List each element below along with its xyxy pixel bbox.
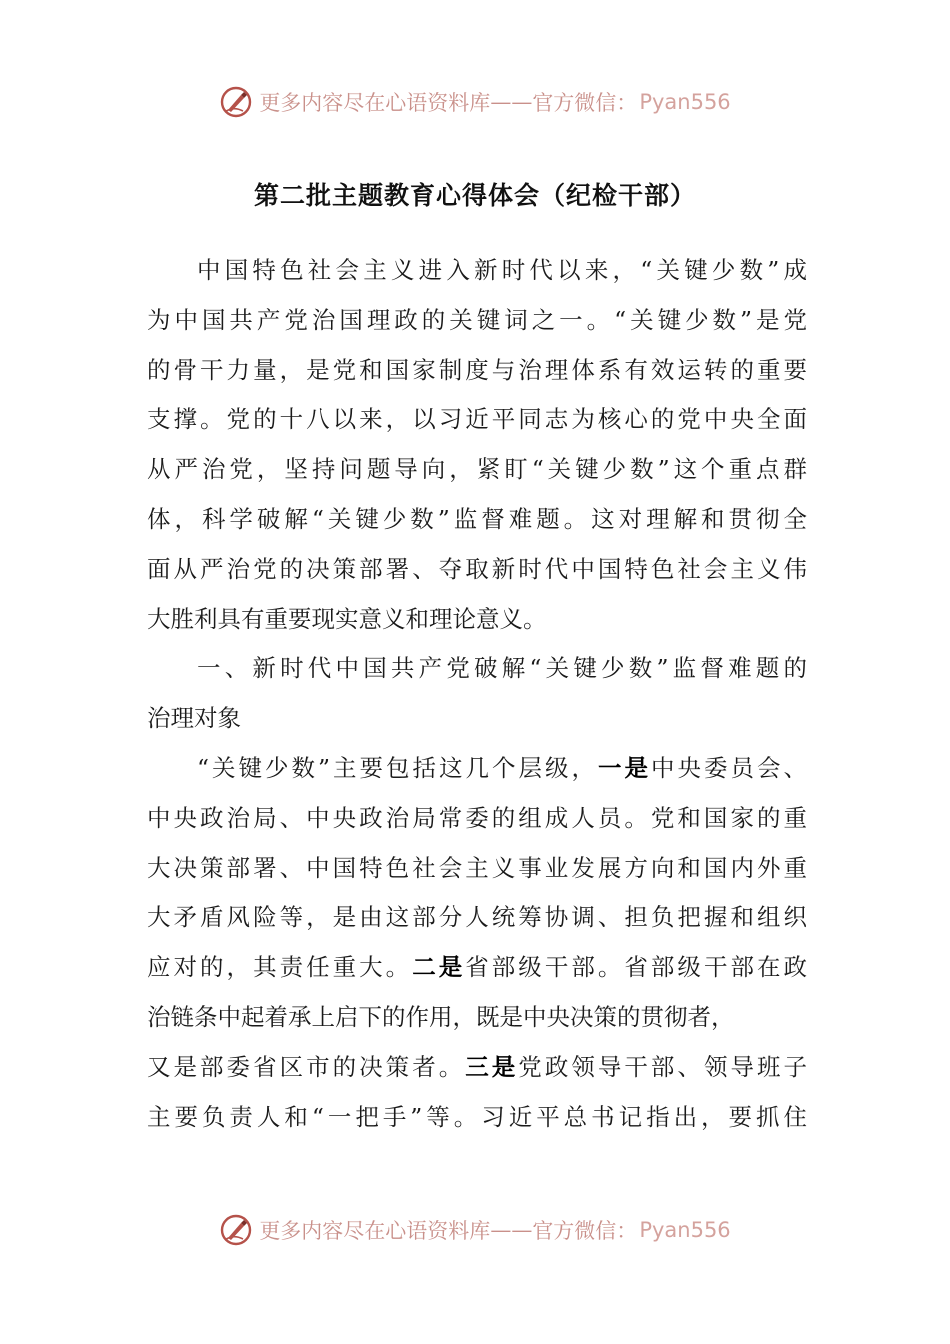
line-text: 治链条中起着承上启下的作用，既是中央决策的贯彻者，: [147, 1002, 735, 1031]
emphasis-text: 三是: [465, 1052, 519, 1081]
text-line: [147, 694, 807, 744]
document-title: 第二批主题教育心得体会（纪检干部）: [253, 181, 696, 210]
text-line: [147, 844, 807, 894]
line-text: 面从严治党的决策部署、夺取新时代中国特色社会主义伟: [147, 554, 807, 583]
line-text: “关键少数”主要包括这几个层级，: [197, 753, 599, 782]
emphasis-text: 二是: [412, 953, 466, 982]
text-line: [147, 1043, 807, 1093]
text-line: [147, 943, 807, 993]
line-text: 从严治党，坚持问题导向，紧盯“关键少数”这个重点群: [147, 455, 807, 484]
header-watermark: [0, 82, 950, 122]
text-line: [147, 296, 807, 346]
text-line: [147, 993, 807, 1043]
text-line: [147, 595, 807, 645]
text-line: [147, 744, 807, 794]
line-text: 体，科学破解“关键少数”监督难题。这对理解和贯彻全: [147, 504, 807, 533]
emphasis-text: 一是: [598, 753, 652, 782]
pen-circle-logo-icon: [219, 1213, 253, 1247]
line-text: 应对的，其责任重大。: [147, 953, 413, 982]
text-line: [147, 246, 807, 296]
line-text: 治理对象: [147, 704, 241, 733]
pen-circle-logo-icon: [219, 85, 253, 119]
line-text: 支撑。党的十八以来，以习近平同志为核心的党中央全面: [147, 405, 807, 434]
line-text: 一、新时代中国共产党破解“关键少数”监督难题的: [197, 654, 807, 683]
line-text: 大矛盾风险等，是由这部分人统筹协调、担负把握和组织: [147, 903, 807, 932]
text-line: [147, 495, 807, 545]
line-text: 省部级干部。省部级干部在政: [465, 953, 808, 982]
line-text: 大胜利具有重要现实意义和理论意义。: [147, 604, 547, 633]
line-text: 党政领导干部、领导班子: [518, 1052, 808, 1081]
line-text: 中央政治局、中央政治局常委的组成人员。党和国家的重: [147, 803, 807, 832]
watermark-separator: ——: [490, 90, 533, 114]
watermark-id: Pyan556: [639, 1218, 731, 1242]
text-line: [147, 445, 807, 495]
watermark-separator: ——: [490, 1218, 533, 1242]
line-text: 的骨干力量，是党和国家制度与治理体系有效运转的重要: [147, 355, 807, 384]
line-text: 中央委员会、: [651, 753, 808, 782]
line-text: 为中国共产党治国理政的关键词之一。“关键少数”是党: [147, 305, 807, 334]
watermark-label: 官方微信：: [532, 1219, 638, 1243]
document-body: [147, 246, 807, 1142]
watermark-text: 更多内容尽在心语资料库: [259, 91, 491, 115]
footer-watermark: [0, 1210, 950, 1250]
line-text: 大决策部署、中国特色社会主义事业发展方向和国内外重: [147, 853, 807, 882]
text-line: [147, 545, 807, 595]
watermark-text: 更多内容尽在心语资料库: [259, 1219, 491, 1243]
line-text: 中国特色社会主义进入新时代以来，“关键少数”成: [197, 256, 807, 284]
watermark-id: Pyan556: [639, 90, 731, 114]
text-line: [147, 893, 807, 943]
text-line: [147, 1093, 807, 1143]
text-line: [147, 644, 807, 694]
text-line: [147, 346, 807, 396]
line-text: 主要负责人和“一把手”等。习近平总书记指出，要抓住: [147, 1102, 807, 1131]
line-text: 又是部委省区市的决策者。: [147, 1052, 466, 1081]
text-line: [147, 395, 807, 445]
watermark-label: 官方微信：: [532, 91, 638, 115]
text-line: [147, 794, 807, 844]
